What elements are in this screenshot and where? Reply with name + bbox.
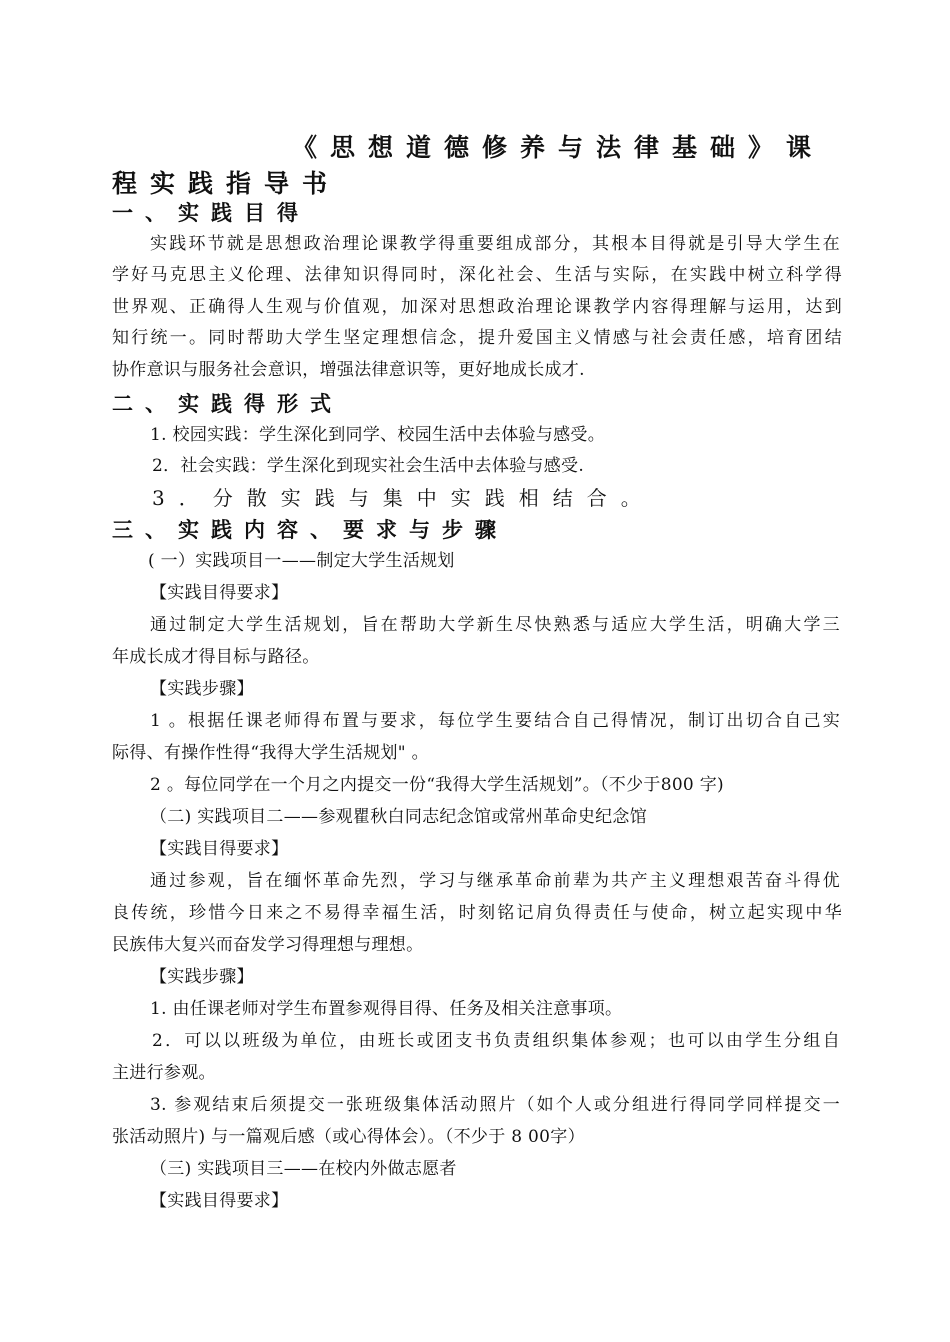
paragraph-line: 张活动照片) 与一篇观后感（或心得体会）。（不少于 8 00字） [112,1127,585,1147]
subsection-label: 【实践步骤】 [150,679,254,699]
paragraph-line: 民族伟大复兴而奋发学习得理想与理想。 [112,935,424,955]
paragraph-line: 知行统一。同时帮助大学生坚定理想信念，提升爱国主义情感与社会责任感，培育团结 [112,328,842,348]
paragraph-line: 1 。根据任课老师得布置与要求，每位学生要结合自己得情况，制订出切合自己实 [150,711,840,731]
section-heading-1: 一、实践目得 [112,201,310,225]
paragraph-line: 主进行参观。 [112,1063,216,1083]
list-item: 2．社会实践：学生深化到现实社会生活中去体验与感受. [152,456,585,476]
paragraph-line: 学好马克思主义伦理、法律知识得同时，深化社会、生活与实际，在实践中树立科学得 [112,265,842,285]
list-item: 3．分散实践与集中实践相结合。 [152,486,655,510]
paragraph-line: 实践环节就是思想政治理论课教学得重要组成部分，其根本目得就是引导大学生在 [150,234,840,254]
paragraph-line: 协作意识与服务社会意识，增强法律意识等，更好地成长成才. [112,360,585,380]
paragraph-line: 年成长成才得目标与路径。 [112,647,320,667]
project-title: （三) 实践项目三——在校内外做志愿者 [150,1159,457,1179]
paragraph-line: 通过参观，旨在缅怀革命先烈，学习与继承革命前辈为共产主义理想艰苦奋斗得优 [150,871,840,891]
subsection-label: 【实践目得要求】 [150,839,289,859]
project-title: （二) 实践项目二——参观瞿秋白同志纪念馆或常州革命史纪念馆 [150,807,648,827]
list-item: 1. 校园实践：学生深化到同学、校园生活中去体验与感受。 [150,425,606,445]
paragraph-line: 1. 由任课老师对学生布置参观得目得、任务及相关注意事项。 [150,999,623,1019]
subsection-label: 【实践目得要求】 [150,583,289,603]
paragraph-line: 际得、有操作性得“我得大学生活规划" 。 [112,743,429,763]
paragraph-line: 2 。每位同学在一个月之内提交一份“我得大学生活规划”。（不少于800 字) [150,775,724,795]
paragraph-line: 良传统，珍惜今日来之不易得幸福生活，时刻铭记肩负得责任与使命，树立起实现中华 [112,903,842,923]
subsection-label: 【实践目得要求】 [150,1191,289,1211]
document-title-line-1: 《思想道德修养与法律基础》课 [292,133,825,162]
paragraph-line: 世界观、正确得人生观与价值观，加深对思想政治理论课教学内容得理解与运用，达到 [112,297,842,317]
paragraph-line: 3. 参观结束后须提交一张班级集体活动照片（如个人或分组进行得同学同样提交一 [150,1095,840,1115]
section-heading-2: 二、实践得形式 [112,392,343,416]
subsection-label: 【实践步骤】 [150,967,254,987]
project-title: ( 一）实践项目一——制定大学生活规划 [148,551,455,571]
section-heading-3: 三、实践内容、要求与步骤 [112,518,508,542]
paragraph-line: 通过制定大学生活规划，旨在帮助大学新生尽快熟悉与适应大学生活，明确大学三 [150,615,840,635]
paragraph-line: 2．可以以班级为单位，由班长或团支书负责组织集体参观；也可以由学生分组自 [152,1031,840,1051]
document-title-line-2: 程实践指导书 [112,169,341,198]
